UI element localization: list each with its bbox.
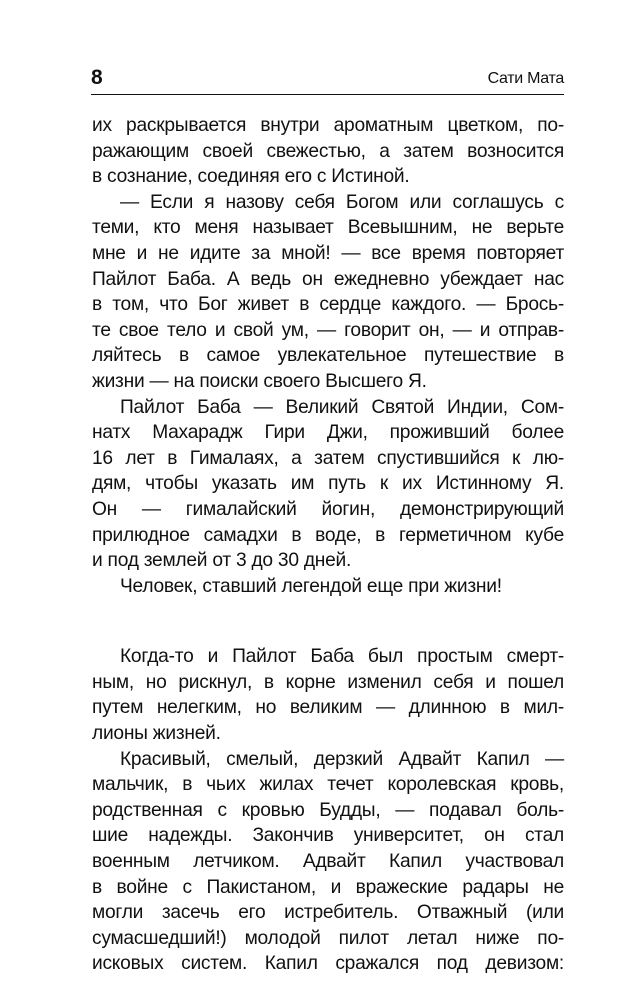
paragraph (92, 190, 564, 395)
page-header (91, 66, 564, 90)
text-line: — Если я назову себя Богом или соглашусь с (120, 191, 564, 213)
text-line: Пайлот Баба. А ведь он ежедневно убеждает нас (92, 268, 564, 290)
header-rule (91, 94, 564, 95)
text-line: теми, кто меня называет Всевышним, не верьте (92, 217, 564, 239)
text-line: ным, но рискнул, в корне изменил себя и пошел (92, 671, 564, 693)
text-line: Человек, ставший легендой еще при жизни! (120, 575, 502, 597)
body-text (92, 113, 564, 977)
text-line: родственная с кровью Будды, — подавал боль- (92, 799, 564, 821)
text-line: Красивый, смелый, дерзкий Адвайт Капил — (120, 748, 564, 770)
text-line: шие надежды. Закончив университет, он стал (92, 825, 564, 847)
paragraph (92, 574, 564, 600)
text-line: 16 лет в Гималаях, а затем спустившийся к лю- (92, 447, 564, 469)
text-line: Когда-то и Пайлот Баба был простым смерт- (120, 646, 564, 668)
text-line: исковых систем. Капил сражался под девизом: (92, 953, 564, 975)
text-line: мальчик, в чьих жилах течет королевская кровь, (92, 774, 564, 796)
text-line: в сознание, соединяя его с Истиной. (92, 166, 410, 188)
page-number: 8 (91, 66, 103, 89)
text-line: ражающим своей свежестью, а затем возносится (92, 140, 564, 162)
text-line: натх Махарадж Гири Джи, проживший более (92, 422, 564, 444)
paragraph (92, 395, 564, 574)
text-line: сумасшедший!) молодой пилот летал ниже по- (92, 927, 564, 949)
text-line: военным летчиком. Адвайт Капил участвовал (92, 851, 564, 873)
text-line: те свое тело и свой ум, — говорит он, — и отправ- (92, 319, 564, 341)
text-line: Пайлот Баба — Великий Святой Индии, Сом- (120, 396, 564, 418)
text-line: и под землей от 3 до 30 дней. (92, 550, 352, 572)
text-line: лионы жизней. (92, 723, 221, 745)
text-line: прилюдное самадхи в воде, в герметичном кубе (92, 524, 564, 546)
text-line: жизни — на поиски своего Высшего Я. (92, 370, 427, 392)
text-line: путем нелегким, но великим — длинною в мил- (92, 697, 564, 719)
text-line: ляйтесь в самое увлекательное путешествие в (92, 345, 564, 367)
text-line: могли засечь его истребитель. Отважный (или (92, 902, 564, 924)
text-line: дям, чтобы указать им путь к их Истинному Я. (92, 473, 564, 495)
text-line: их раскрывается внутри ароматным цветком, по- (92, 115, 564, 136)
paragraph (92, 113, 564, 190)
paragraph (92, 747, 564, 977)
text-line: в том, что Бог живет в сердце каждого. — Брось- (92, 294, 564, 316)
paragraph (92, 644, 564, 746)
running-title: Сати Мата (487, 70, 564, 87)
text-line: мне и не идите за мной! — все время повторяет (92, 242, 564, 264)
section-break (92, 599, 564, 644)
text-line: в войне с Пакистаном, и вражеские радары не (92, 876, 564, 898)
text-line: Он — гималайский йогин, демонстрирующий (92, 498, 564, 520)
